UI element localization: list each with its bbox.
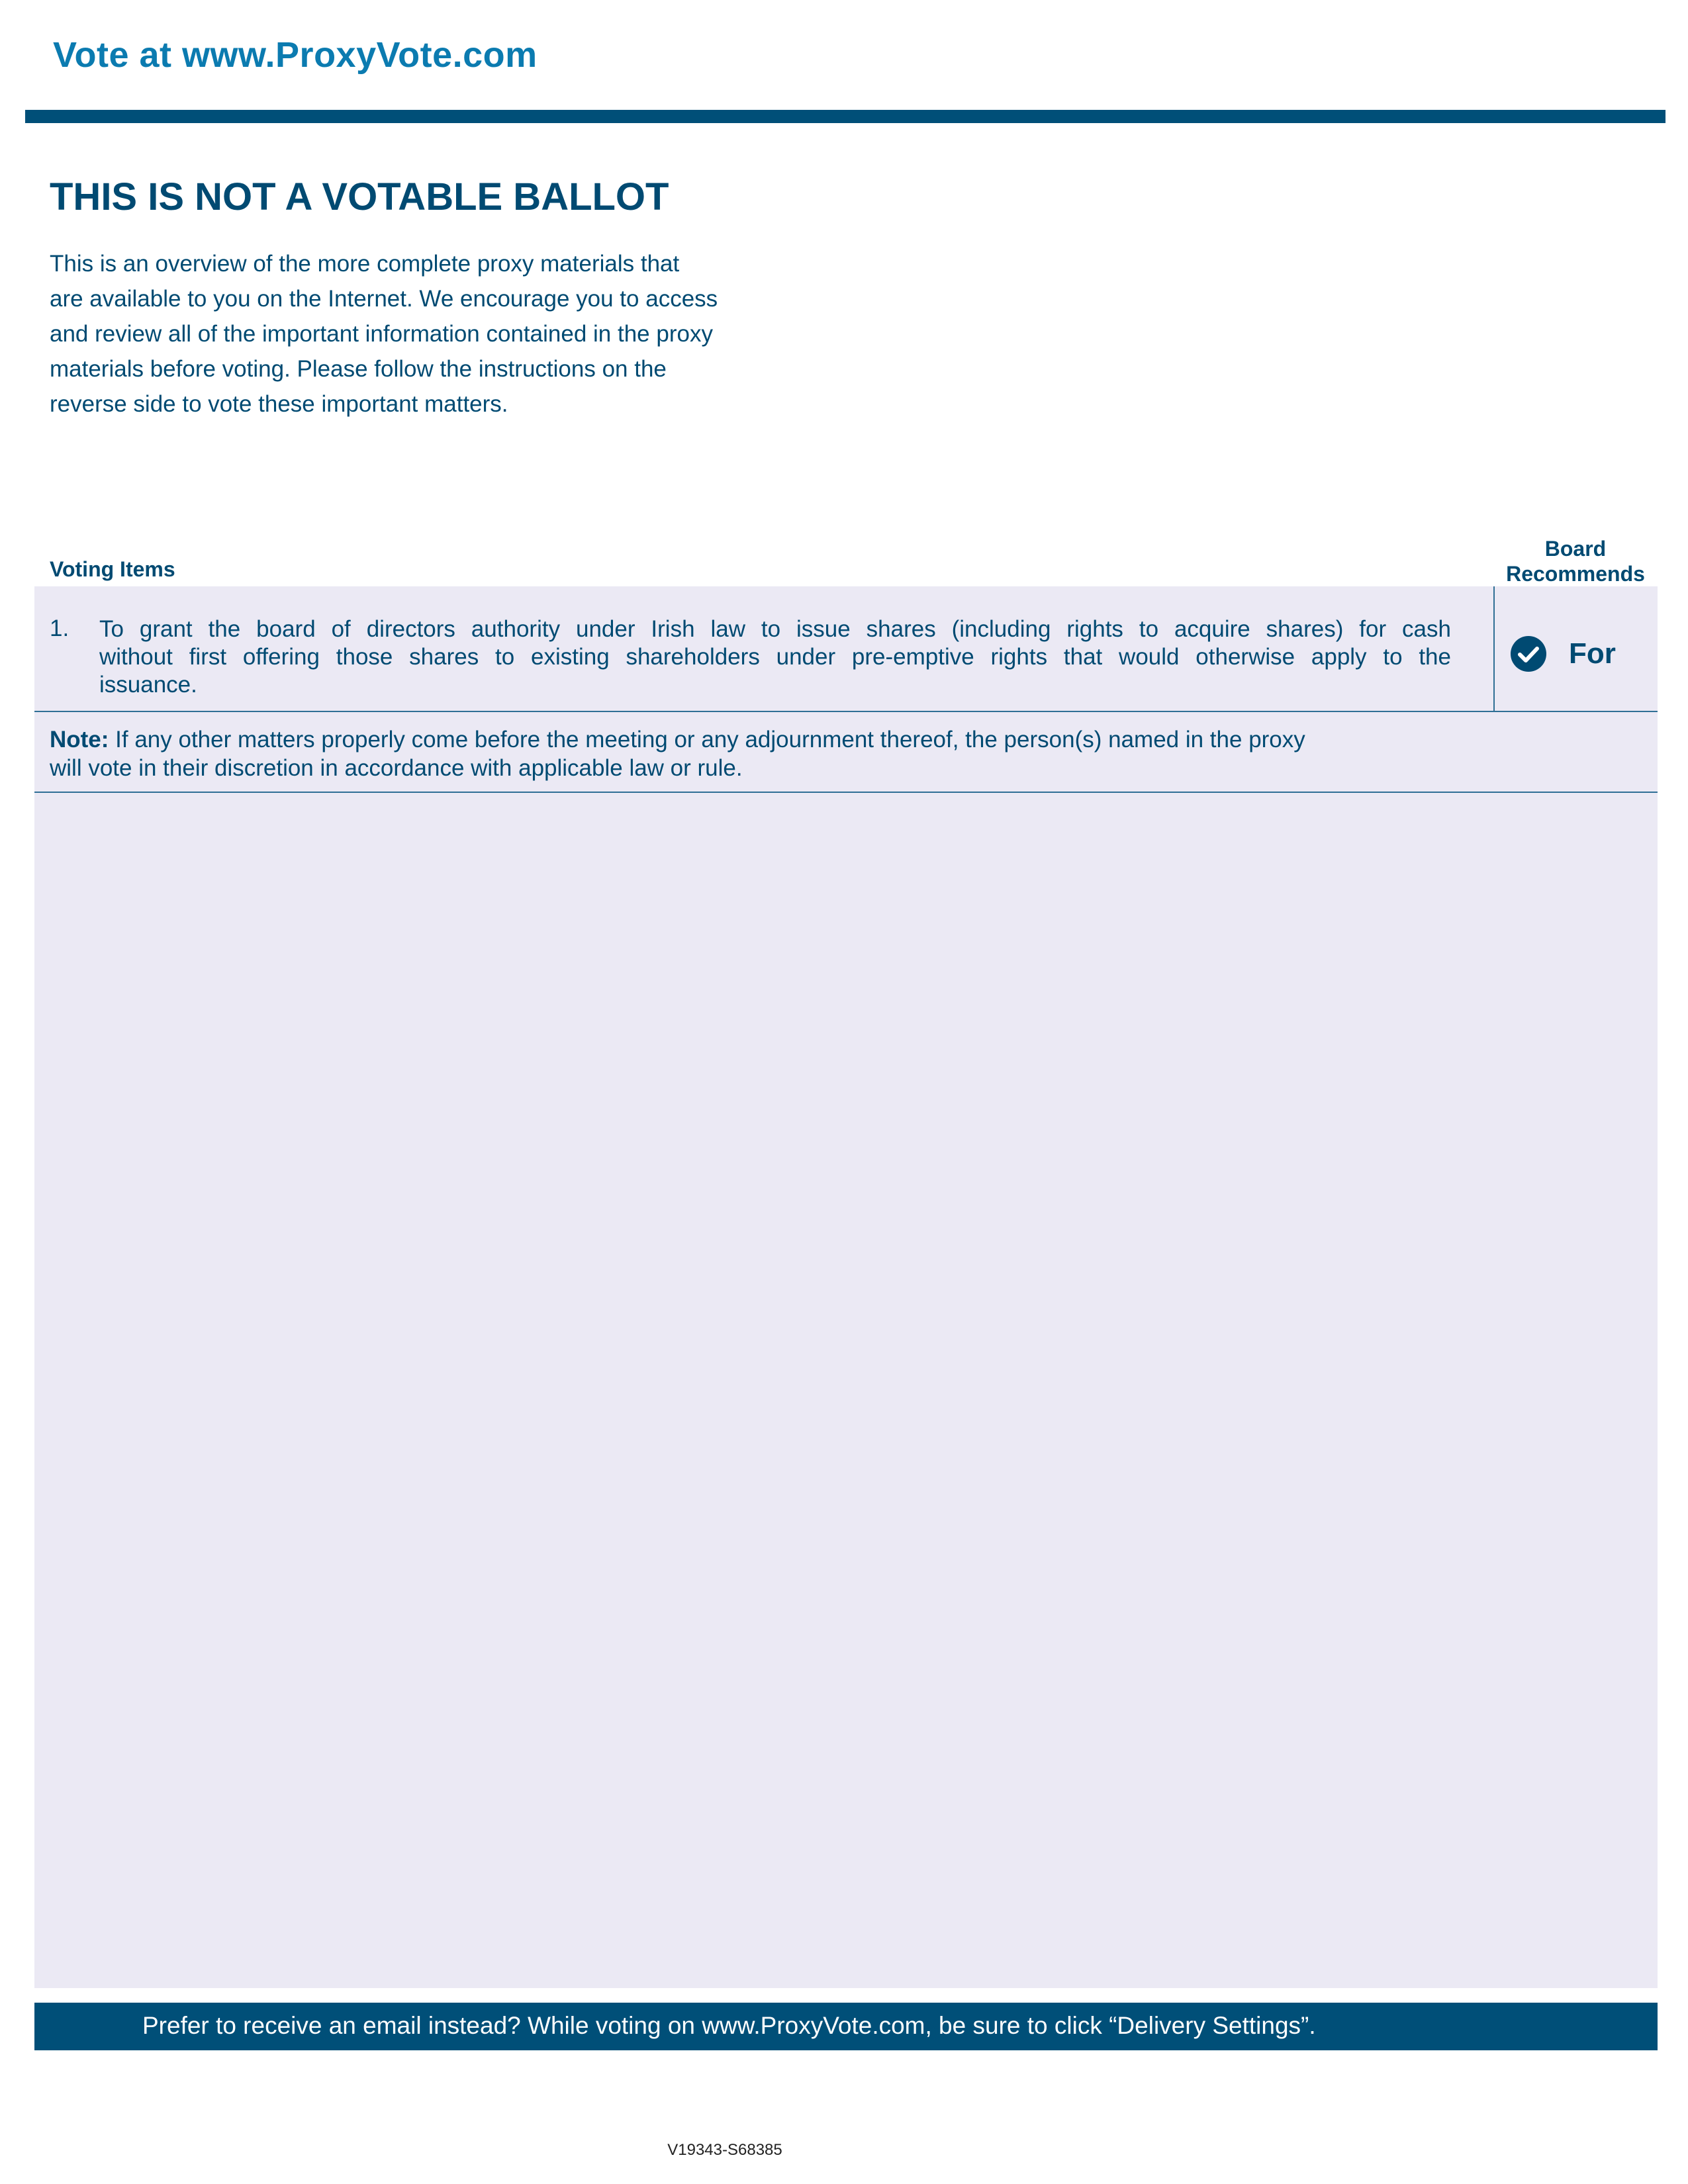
note-line1-text: If any other matters properly come before the meeting or any adjournment thereof, the person(s) named in the proxy (109, 727, 1305, 752)
recommendation-label: For (1569, 637, 1616, 670)
header-divider (25, 110, 1665, 123)
voting-items-column-header: Voting Items (50, 557, 175, 581)
board-recommends-column-header (1489, 536, 1662, 586)
voting-items-panel (34, 586, 1658, 1988)
delivery-settings-text: Prefer to receive an email instead? While voting on www.ProxyVote.com, be sure to click “Delivery Settings”. (142, 2012, 1316, 2039)
voting-item-text-line: To grant the board of directors authority under Irish law to issue shares (including rights to acquire shares) for cash (99, 616, 1451, 642)
voting-item-number: 1. (50, 615, 70, 641)
intro-paragraph (50, 246, 884, 422)
board-recommendation (1511, 635, 1616, 672)
intro-line: This is an overview of the more complete proxy materials that (50, 251, 680, 277)
intro-line: reverse side to vote these important matters. (50, 391, 508, 417)
note-line2: will vote in their discretion in accordance with applicable law or rule. (50, 755, 743, 781)
voting-item-text-line: without first offering those shares to existing shareholders under pre-emptive rights that would otherwise apply to the (99, 644, 1451, 670)
intro-line: are available to you on the Internet. We encourage you to access (50, 286, 718, 312)
check-circle-icon (1511, 636, 1546, 672)
voting-item-text-line: issuance. (99, 672, 197, 698)
document-code: V19343-S68385 (667, 2141, 782, 2159)
board-recommends-line1: Board (1544, 537, 1607, 561)
page-title: THIS IS NOT A VOTABLE BALLOT (50, 175, 669, 218)
note-label: Note: (50, 727, 109, 752)
vote-at-proxyvote-link[interactable]: Vote at www.ProxyVote.com (53, 35, 538, 75)
intro-line: materials before voting. Please follow the instructions on the (50, 356, 667, 382)
voting-item-text (99, 615, 1451, 699)
board-recommends-line2: Recommends (1506, 562, 1645, 586)
recommendation-column-divider (1493, 586, 1495, 712)
note-line (50, 725, 1473, 754)
intro-line: and review all of the important information contained in the proxy (50, 321, 713, 347)
note-text (50, 725, 1473, 782)
